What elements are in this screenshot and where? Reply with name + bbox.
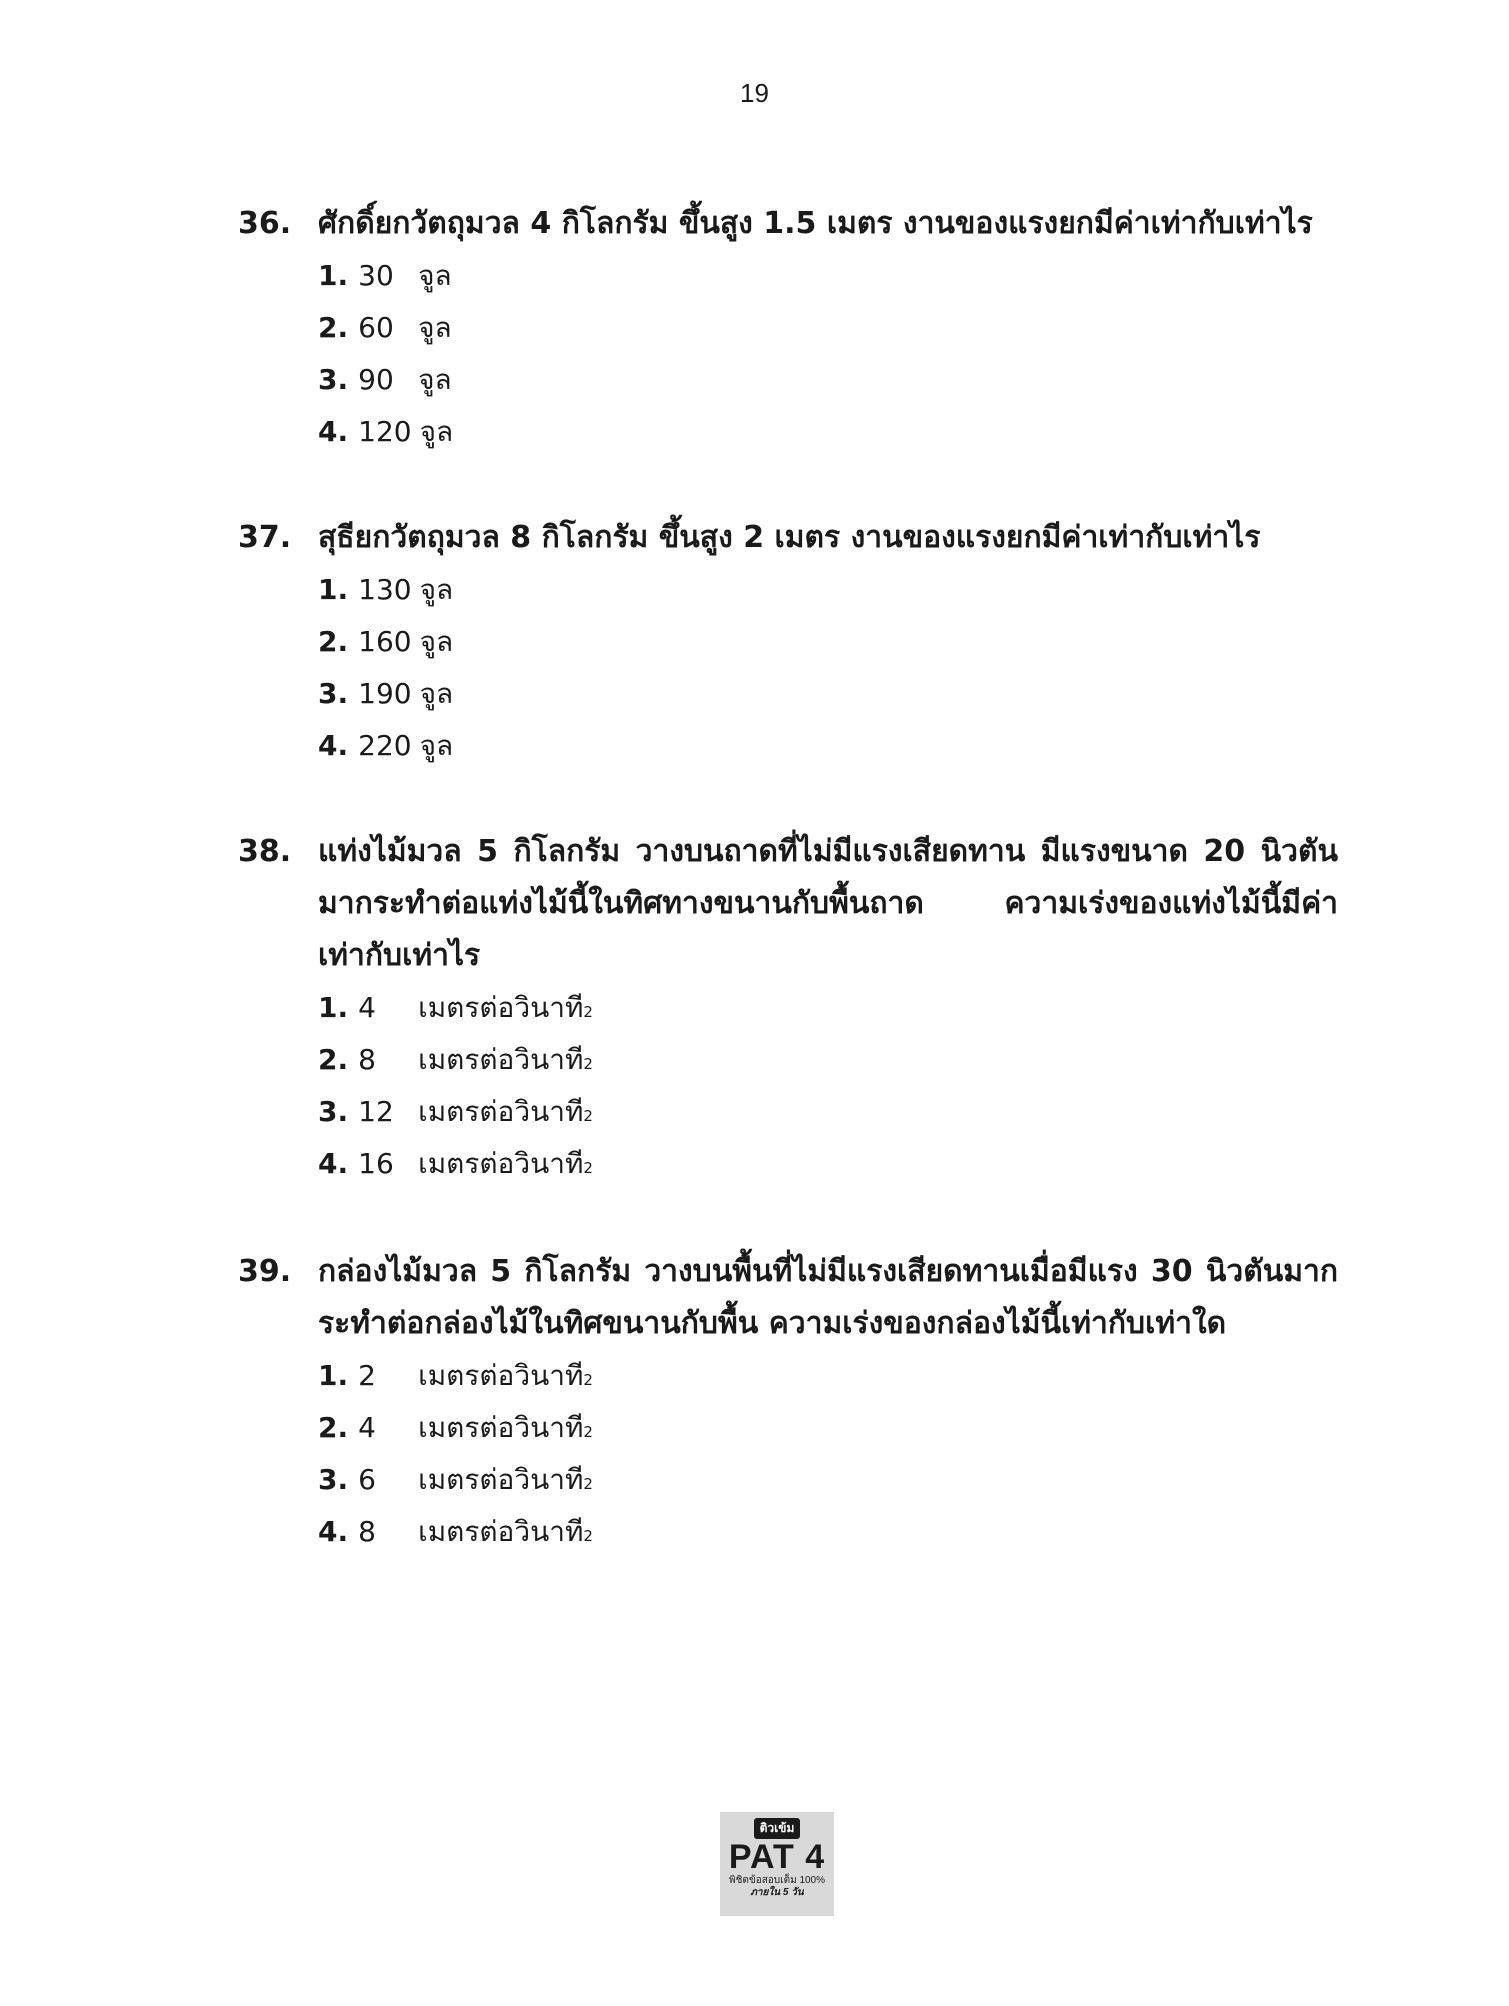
choice-item: 4. 8 เมตรต่อวินาที 2: [318, 1506, 1338, 1558]
choice-unit: จูล: [419, 729, 454, 762]
choice-item: 1. 2 เมตรต่อวินาที 2: [318, 1350, 1338, 1402]
choice-value: 190: [358, 677, 412, 710]
choice-item: [318, 406, 1338, 458]
choice-value: 30: [358, 259, 394, 292]
choice-number: 2.: [318, 1043, 349, 1076]
question-number: 36.: [238, 206, 292, 241]
choice-item: 1. 4 เมตรต่อวินาที 2: [318, 982, 1338, 1034]
choice-item: [318, 668, 1338, 720]
choice-unit: เมตรต่อวินาที: [418, 1515, 584, 1548]
choice-unit: จูล: [419, 677, 454, 710]
choice-number: 2.: [318, 311, 349, 344]
choice-value: 2: [358, 1359, 376, 1392]
question-39: [238, 1246, 1338, 1558]
choice-unit: เมตรต่อวินาที: [418, 1411, 584, 1444]
choice-number: 1.: [318, 573, 349, 606]
choice-item: 3. 12 เมตรต่อวินาที 2: [318, 1086, 1338, 1138]
choice-number: 1.: [318, 259, 349, 292]
choice-value: 8: [358, 1043, 376, 1076]
choice-item: 2. 8 เมตรต่อวินาที 2: [318, 1034, 1338, 1086]
choice-unit: เมตรต่อวินาที: [418, 1147, 584, 1180]
question-number: 37.: [238, 520, 292, 555]
choice-value: 8: [358, 1515, 376, 1548]
choice-item: [318, 354, 1338, 406]
choice-number: 1.: [318, 1359, 349, 1392]
choice-number: 4.: [318, 1515, 349, 1548]
question-37: [238, 512, 1338, 772]
choice-item: [318, 616, 1338, 668]
choice-number: 4.: [318, 1147, 349, 1180]
logo-tag: ติวเข้ม: [754, 1818, 801, 1839]
choice-item: 3. 6 เมตรต่อวินาที 2: [318, 1454, 1338, 1506]
choice-unit: จูล: [418, 311, 452, 344]
choice-unit: เมตรต่อวินาที: [418, 1359, 584, 1392]
choice-list: [318, 1350, 1338, 1558]
choice-value: 90: [358, 363, 394, 396]
choice-list: [318, 250, 1338, 458]
choice-unit: เมตรต่อวินาที: [418, 1463, 584, 1496]
logo-tagline: ภายใน 5 วัน: [750, 1887, 804, 1898]
question-38: [238, 826, 1338, 1190]
question-36: [238, 198, 1338, 458]
choice-unit: เมตรต่อวินาที: [418, 1043, 584, 1076]
choice-number: 1.: [318, 991, 349, 1024]
choice-item: [318, 564, 1338, 616]
choice-unit: เมตรต่อวินาที: [418, 1095, 584, 1128]
choice-value: 130: [358, 573, 412, 606]
choice-number: 3.: [318, 1095, 349, 1128]
choice-number: 2.: [318, 625, 349, 658]
choice-unit: จูล: [418, 259, 452, 292]
choice-list: [318, 564, 1338, 772]
choice-value: 220: [358, 729, 412, 762]
question-number: 39.: [238, 1254, 292, 1289]
logo-subtitle: พิชิตข้อสอบเต็ม 100%: [728, 1875, 826, 1886]
question-text: กล่องไม้มวล 5 กิโลกรัม วางบนพื้นที่ไม่มีแรงเสียดทานเมื่อมีแรง 30 นิวตันมากระทำต่อกล่องไม้ในทิศขนานกับพื้น ความเร่งของกล่องไม้นี้เท่ากับเท่าใด: [318, 1254, 1338, 1341]
choice-value: 60: [358, 311, 394, 344]
choice-value: 120: [358, 415, 412, 448]
choice-item: 4. 16 เมตรต่อวินาที 2: [318, 1138, 1338, 1190]
question-text: แท่งไม้มวล 5 กิโลกรัม วางบนถาดที่ไม่มีแรงเสียดทาน มีแรงขนาด 20 นิวตันมากระทำต่อแท่งไม้นี้ในทิศทางขนานกับพื้นถาด ความเร่งของแท่งไม้นี้มีค่าเท่ากับเท่าไร: [318, 834, 1338, 973]
book-logo: [720, 1812, 834, 1916]
choice-number: 3.: [318, 363, 349, 396]
logo-title: PAT 4: [728, 1838, 826, 1876]
choice-item: 2. 4 เมตรต่อวินาที 2: [318, 1402, 1338, 1454]
page-number: 19: [740, 78, 769, 108]
choice-unit: จูล: [419, 625, 454, 658]
choice-item: [318, 250, 1338, 302]
choice-value: 16: [358, 1147, 394, 1180]
choice-unit: จูล: [419, 573, 454, 606]
choice-list: [318, 982, 1338, 1190]
choice-number: 3.: [318, 1463, 349, 1496]
choice-number: 4.: [318, 729, 349, 762]
choice-item: [318, 720, 1338, 772]
choice-number: 2.: [318, 1411, 349, 1444]
question-text: สุธียกวัตถุมวล 8 กิโลกรัม ขึ้นสูง 2 เมตร งานของแรงยกมีค่าเท่ากับเท่าไร: [318, 520, 1261, 555]
choice-number: 3.: [318, 677, 349, 710]
choice-value: 160: [358, 625, 412, 658]
choice-unit: จูล: [418, 363, 452, 396]
choice-unit: เมตรต่อวินาที: [418, 991, 584, 1024]
choice-item: [318, 302, 1338, 354]
question-text: ศักดิ์ยกวัตถุมวล 4 กิโลกรัม ขึ้นสูง 1.5 เมตร งานของแรงยกมีค่าเท่ากับเท่าไร: [318, 206, 1313, 241]
choice-value: 6: [358, 1463, 376, 1496]
choice-value: 12: [358, 1095, 394, 1128]
question-number: 38.: [238, 834, 292, 869]
choice-number: 4.: [318, 415, 349, 448]
choice-value: 4: [358, 991, 376, 1024]
choice-unit: จูล: [419, 415, 454, 448]
choice-value: 4: [358, 1411, 376, 1444]
